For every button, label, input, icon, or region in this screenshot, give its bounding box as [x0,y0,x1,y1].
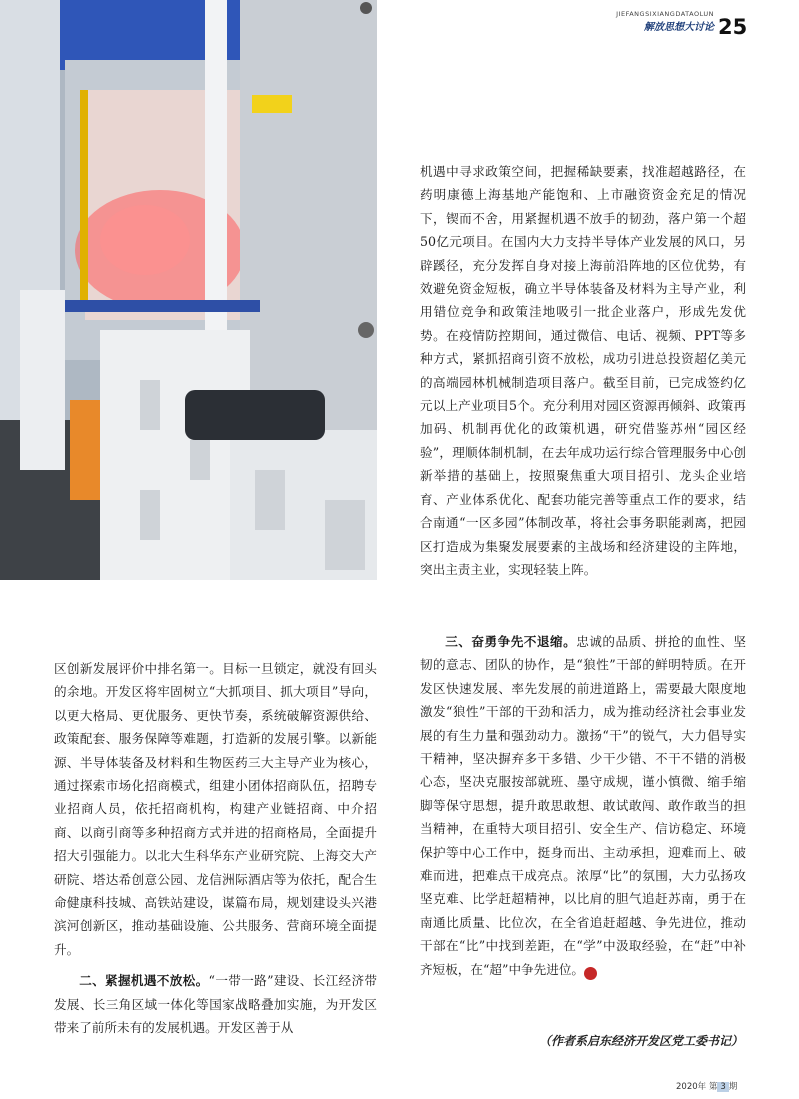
footer-issue-number: 3 [717,1082,728,1092]
section-two-heading: 二、紧握机遇不放松。 [79,973,209,989]
end-mark-icon: 卷 [584,967,597,980]
section-two-body: “一带一路”建设、长江经济带发展、长三角区域一体化等国家战略叠加实施，为开发区带来了前所未有的发展机遇。开发区善于从 [54,973,377,1036]
section-three-body: 忠诚的品质、拼抢的血性、坚韧的意志、团队的协作，是“狼性”干部的鲜明特质。在开发区快速发展、率先发展的前进道路上，需要最大限度地激发“狼性”干部的干劲和活力，成为推动经济社会事业发展的有生力量和强劲动力。激扬“干”的锐气，大力倡导实干精神，坚决摒弃多干多错、少干少错、不干不错的消极心态，坚决克服按部就班、墨守成规，谨小慎微、缩手缩脚等保守思想，提升敢思敢想、敢试敢闯、敢作敢当的担当精神，在重特大项目招引、安全生产、信访稳定、环境保护等中心工作中，挺身而出、主动承担，迎难而上、破难而进，把难点干成亮点。浓厚“比”的氛围，大力弘扬攻坚克难、比学赶超精神，以比肩的胆气追赶苏南，勇于在南通比质量、比位次，在全省追赶超越、争先进位，推动干部在“比”中找到差距，在“学”中汲取经验，在“赶”中补齐短板，在“超”中争先进位。 [420,634,747,977]
footer-year: 2020年 第 [676,1082,718,1092]
left-column [54,657,377,1040]
header-english-title: JIEFANGSIXIANGDATAOLUN [616,10,714,18]
section-three-heading: 三、奋勇争先不退缩。 [445,634,577,649]
running-header [616,10,714,33]
issue-footer [676,1080,737,1092]
paragraph: 区创新发展评价中排名第一。目标一旦锁定，就没有回头的余地。开发区将牢固树立“大抓项目、抓大项目”导向，以更大格局、更优服务、更快节奏，系统破解资源供给、政策配套、服务保障等难题，打造新的发展引擎。以新能源、半导体装备及材料和生物医药三大主导产业为核心，通过探索市场化招商模式，组建小团体招商队伍，招聘专业招商人员，依托招商机构，构建产业链招商、中介招商、以商引商等多种招商方式并进的招商格局，全面提升招大引强能力。以北大生科华东产业研究院、上海交大产研院、塔达希创意公园、龙信洲际酒店等为依托，配合生命健康科技城、高铁站建设，谋篇布局，规划建设头兴港滨河创新区，推动基础设施、公共服务、营商环境全面提升。 [54,661,377,957]
header-chinese-title: 解放思想大讨论 [644,22,714,33]
equipment-photo [0,0,377,580]
footer-suffix: 期 [728,1082,738,1092]
section-two-paragraph [54,969,377,1039]
paragraph: 机遇中寻求政策空间，把握稀缺要素，找准超越路径，在药明康德上海基地产能饱和、上市融资资金充足的情况下，锲而不舍，用紧握机遇不放手的韧劲，落户第一个超50亿元项目。在国内大力支持半导体产业发展的风口，另辟蹊径，充分发挥自身对接上海前沿阵地的区位优势，有效避免资金短板，确立半导体装备及材料为主导产业，利用错位竞争和政策洼地吸引一批企业落户，形成先发优势。在疫情防控期间，通过微信、电话、视频、PPT等多种方式，紧抓招商引资不放松，成功引进总投资超亿美元的高端园林机械制造项目落户。截至目前，已完成签约亿元以上产业项目5个。充分利用对园区资源再倾斜、政策再加码、机制再优化的政策机遇，研究借鉴苏州“园区经验”，理顺体制机制，在去年成功运行综合管理服务中心创新举措的基础上，按照聚焦重大项目招引、龙头企业培育、产业体系优化、配套功能完善等重点工作的要求，结合南通“一区多园”体制改革，将社会事务职能剥离，把园区打造成为集聚发展要素的主战场和经济建设的主阵地，突出主责主业，实现轻装上阵。 [420,164,746,577]
right-column-top [420,160,746,581]
author-note: （作者系启东经济开发区党工委书记） [538,1034,743,1048]
right-column-bottom [420,630,746,981]
section-three-paragraph [420,630,746,981]
equipment-illustration [0,0,377,580]
page-number: 25 [718,15,748,39]
